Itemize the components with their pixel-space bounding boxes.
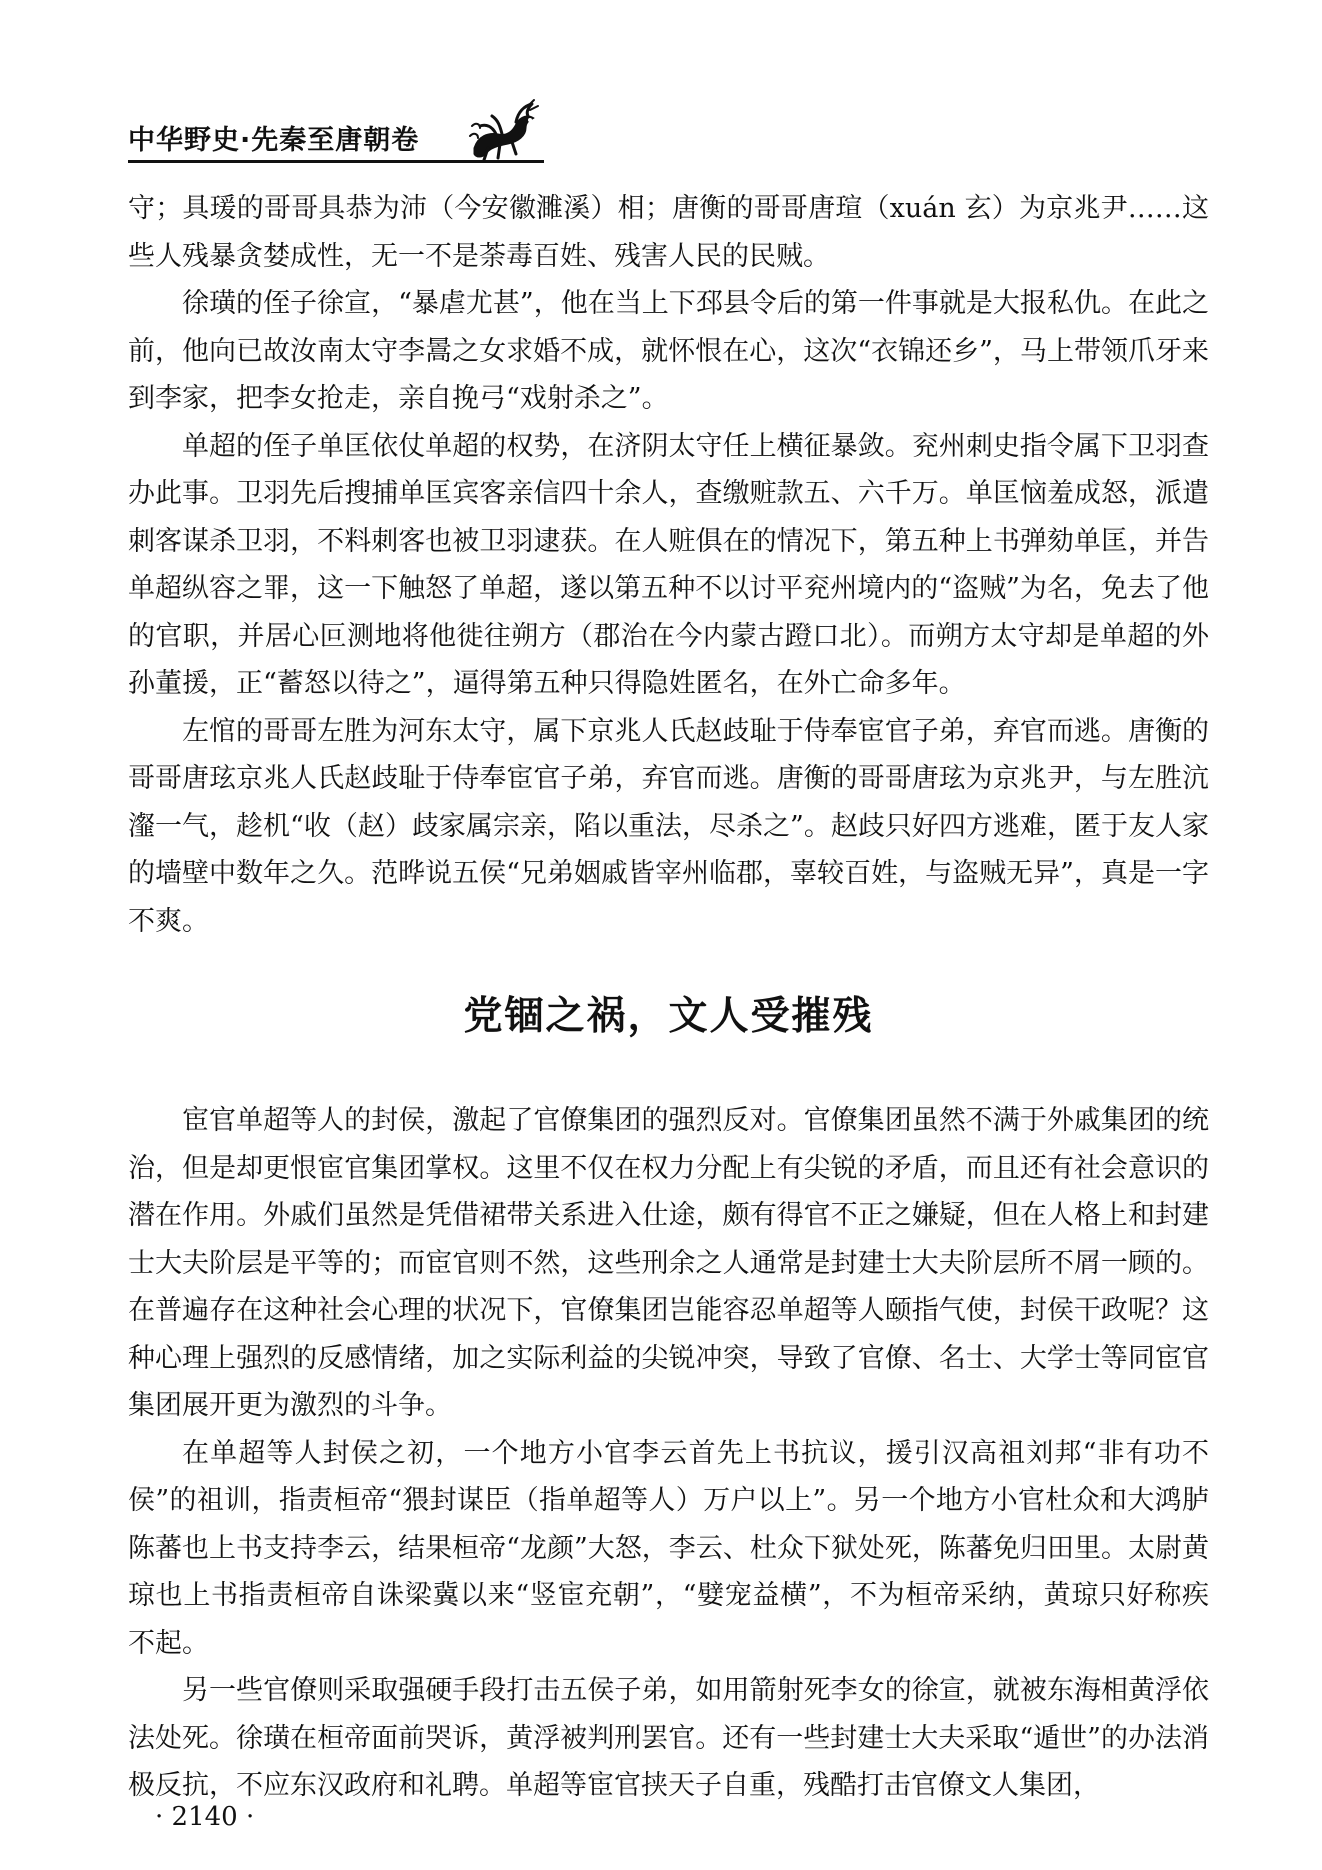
paragraph: 单超的侄子单匡依仗单超的权势，在济阴太守任上横征暴敛。兖州刺史指令属下卫羽查办此事。卫羽先后搜捕单匡宾客亲信四十余人，查缴赃款五、六千万。单匡恼羞成怒，派遣刺客谋杀卫羽，不料刺客也被卫羽逮获。在人赃俱在的情况下，第五种上书弹劾单匡，并告单超纵容之罪，这一下触怒了单超，遂以第五种不以讨平兖州境内的“盗贼”为名，免去了他的官职，并居心叵测地将他徙往朔方（郡治在今内蒙古蹬口北）。而朔方太守却是单超的外孙董援，正“蓄怒以待之”，逼得第五种只得隐姓匿名，在外亡命多年。 (128, 430, 1209, 699)
section-heading: 党锢之祸，文人受摧残 (463, 994, 874, 1039)
paragraph: 在单超等人封侯之初，一个地方小官李云首先上书抗议，援引汉高祖刘邦“非有功不侯”的祖训，指责桓帝“猥封谋臣（指单超等人）万户以上”。另一个地方小官杜众和大鸿胪陈蕃也上书支持李云，结果桓帝“龙颜”大怒，李云、杜众下狱处死，陈蕃免归田里。太尉黄琼也上书指责桓帝自诛梁冀以来“竖宦充朝”，“嬖宠益横”，不为桓帝采纳，黄琼只好称疾不起。 (128, 1437, 1209, 1659)
paragraph: 徐璜的侄子徐宣，“暴虐尤甚”，他在当上下邳县令后的第一件事就是大报私仇。在此之前，他向已故汝南太守李暠之女求婚不成，就怀恨在心，这次“衣锦还乡”，马上带领爪牙来到李家，把李女抢走，亲自挽弓“戏射杀之”。 (128, 288, 1209, 414)
paragraph: 左悺的哥哥左胜为河东太守，属下京兆人氏赵歧耻于侍奉宦官子弟，弃官而逃。唐衡的哥哥唐玹京兆人氏赵歧耻于侍奉宦官子弟，弃官而逃。唐衡的哥哥唐玹为京兆尹，与左胜沆瀣一气，趁机“收（赵）歧家属宗亲，陷以重法，尽杀之”。赵歧只好四方逃难，匿于友人家的墙壁中数年之久。范晔说五侯“兄弟姻戚皆宰州临郡，辜较百姓，与盗贼无异”，真是一字不爽。 (128, 715, 1209, 937)
body-text (128, 185, 1209, 945)
paragraph: 守；具瑗的哥哥具恭为沛（今安徽濉溪）相；唐衡的哥哥唐瑄（xuán 玄）为京兆尹……这些人残暴贪婪成性，无一不是荼毒百姓、残害人民的民贼。 (128, 193, 1209, 272)
section-body-text (128, 1097, 1209, 1810)
paragraph: 宦官单超等人的封侯，激起了官僚集团的强烈反对。官僚集团虽然不满于外戚集团的统治，但是却更恨宦官集团掌权。这里不仅在权力分配上有尖锐的矛盾，而且还有社会意识的潜在作用。外戚们虽然是凭借裙带关系进入仕途，颇有得官不正之嫌疑，但在人格上和封建士大夫阶层是平等的；而宦官则不然，这些刑余之人通常是封建士大夫阶层所不屑一顾的。在普遍存在这种社会心理的状况下，官僚集团岂能容忍单超等人颐指气使，封侯干政呢？这种心理上强烈的反感情绪，加之实际利益的尖锐冲突，导致了官僚、名士、大学士等同宦官集团展开更为激烈的斗争。 (128, 1105, 1209, 1421)
book-title: 中华野史·先秦至唐朝卷 (128, 125, 420, 156)
dragon-ornament-icon (468, 96, 540, 162)
page-number: · 2140 · (155, 1802, 255, 1832)
paragraph: 另一些官僚则采取强硬手段打击五侯子弟，如用箭射死李女的徐宣，就被东海相黄浮依法处死。徐璜在桓帝面前哭诉，黄浮被判刑罢官。还有一些封建士大夫采取“遁世”的办法消极反抗，不应东汉政府和礼聘。单超等宦官挟天子自重，残酷打击官僚文人集团， (128, 1675, 1209, 1801)
